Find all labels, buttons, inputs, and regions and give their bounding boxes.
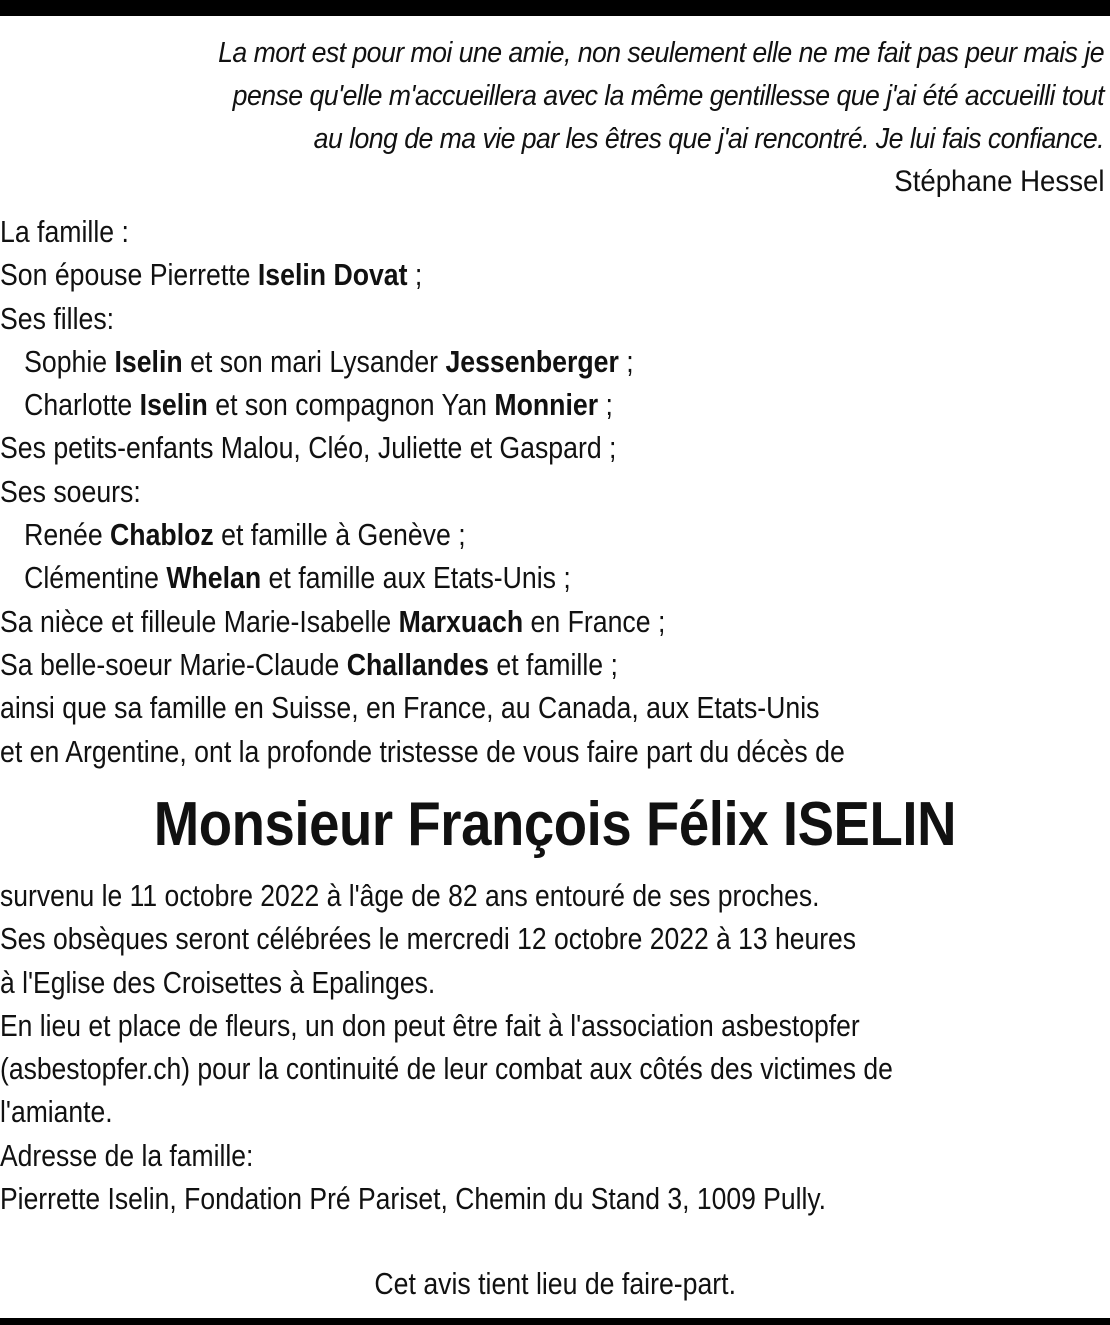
deceased-name-heading [0, 784, 1110, 866]
daughter-surname: Iselin [114, 343, 183, 379]
family-closing-line: ainsi que sa famille en Suisse, en France, au Canada, aux Etats-Unis [0, 690, 820, 726]
family-line-grandchildren: Ses petits-enfants Malou, Cléo, Juliette et Gaspard ; [0, 430, 617, 466]
details-line: survenu le 11 octobre 2022 à l'âge de 82 ans entouré de ses proches. [0, 878, 820, 913]
family-announcement [0, 210, 1032, 773]
niece-surname: Marxuach [398, 603, 524, 639]
sister-in-law-surname: Challandes [346, 646, 489, 682]
details-line: Ses obsèques seront célébrées le mercredi 12 octobre 2022 à 13 heures [0, 921, 857, 957]
sister-details: et famille aux Etats-Unis ; [261, 560, 571, 596]
details-line: à l'Eglise des Croisettes à Epalinges. [0, 964, 436, 1000]
sister-in-law-text: Sa belle-soeur Marie-Claude [0, 646, 347, 682]
quote-author: Stéphane Hessel [893, 165, 1104, 198]
footer-note-text: Cet avis tient lieu de faire-part. [374, 1266, 736, 1301]
family-line-sister-in-law [0, 643, 1032, 686]
line-suffix: ; [598, 387, 613, 423]
daughter-name: Charlotte [24, 387, 140, 423]
partner-surname: Monnier [494, 387, 599, 423]
daughter-surname: Iselin [139, 387, 208, 423]
family-line-daughter [0, 383, 1032, 426]
partner-surname: Jessenberger [445, 343, 619, 379]
spouse-text: Son épouse Pierrette [0, 257, 258, 293]
bottom-border-rule [0, 1318, 1110, 1325]
line-suffix: ; [618, 343, 634, 379]
family-line-spouse [0, 253, 1032, 296]
funeral-details [0, 874, 1110, 1220]
partner-text: et son compagnon Yan [207, 387, 495, 423]
niece-text: Sa nièce et filleule Marie-Isabelle [0, 603, 399, 639]
family-line-daughter [0, 340, 1032, 383]
sister-surname: Chabloz [110, 517, 214, 553]
epigraph-quote [92, 32, 1104, 161]
quote-line: pense qu'elle m'accueillera avec la même gentillesse que j'ai été accueilli tout [232, 80, 1105, 112]
family-heading: La famille : [0, 214, 129, 249]
footer-note [0, 1262, 1110, 1305]
details-line: Pierrette Iselin, Fondation Pré Pariset, Chemin du Stand 3, 1009 Pully. [0, 1181, 827, 1217]
details-line: Adresse de la famille: [0, 1137, 254, 1173]
details-line: En lieu et place de fleurs, un don peut être fait à l'association asbestopfer [0, 1007, 860, 1043]
details-line: l'amiante. [0, 1094, 113, 1130]
partner-text: et son mari Lysander [182, 343, 446, 379]
daughter-name: Sophie [24, 343, 115, 379]
sister-name: Clémentine [24, 560, 167, 596]
spouse-surname: Iselin Dovat [257, 257, 408, 293]
family-line-sister [0, 513, 1032, 556]
niece-details: en France ; [523, 603, 666, 639]
family-line-niece [0, 600, 1032, 643]
sister-surname: Whelan [166, 560, 262, 596]
top-border-rule [0, 0, 1110, 16]
quote-line: La mort est pour moi une amie, non seulement elle ne me fait pas peur mais je [218, 37, 1104, 69]
spouse-suffix: ; [407, 257, 423, 293]
sister-in-law-details: et famille ; [488, 646, 618, 682]
sister-name: Renée [24, 517, 111, 553]
sister-details: et famille à Genève ; [213, 517, 466, 553]
deceased-name: Monsieur François Félix ISELIN [153, 790, 957, 859]
family-line-sister [0, 556, 1032, 599]
sisters-heading: Ses soeurs: [0, 473, 141, 509]
details-line: (asbestopfer.ch) pour la continuité de leur combat aux côtés des victimes de [0, 1051, 893, 1087]
daughters-heading: Ses filles: [0, 300, 115, 336]
family-closing-line: et en Argentine, ont la profonde tristesse de vous faire part du décès de [0, 733, 845, 769]
quote-line: au long de ma vie par les êtres que j'ai rencontré. Je lui fais confiance. [313, 123, 1104, 155]
